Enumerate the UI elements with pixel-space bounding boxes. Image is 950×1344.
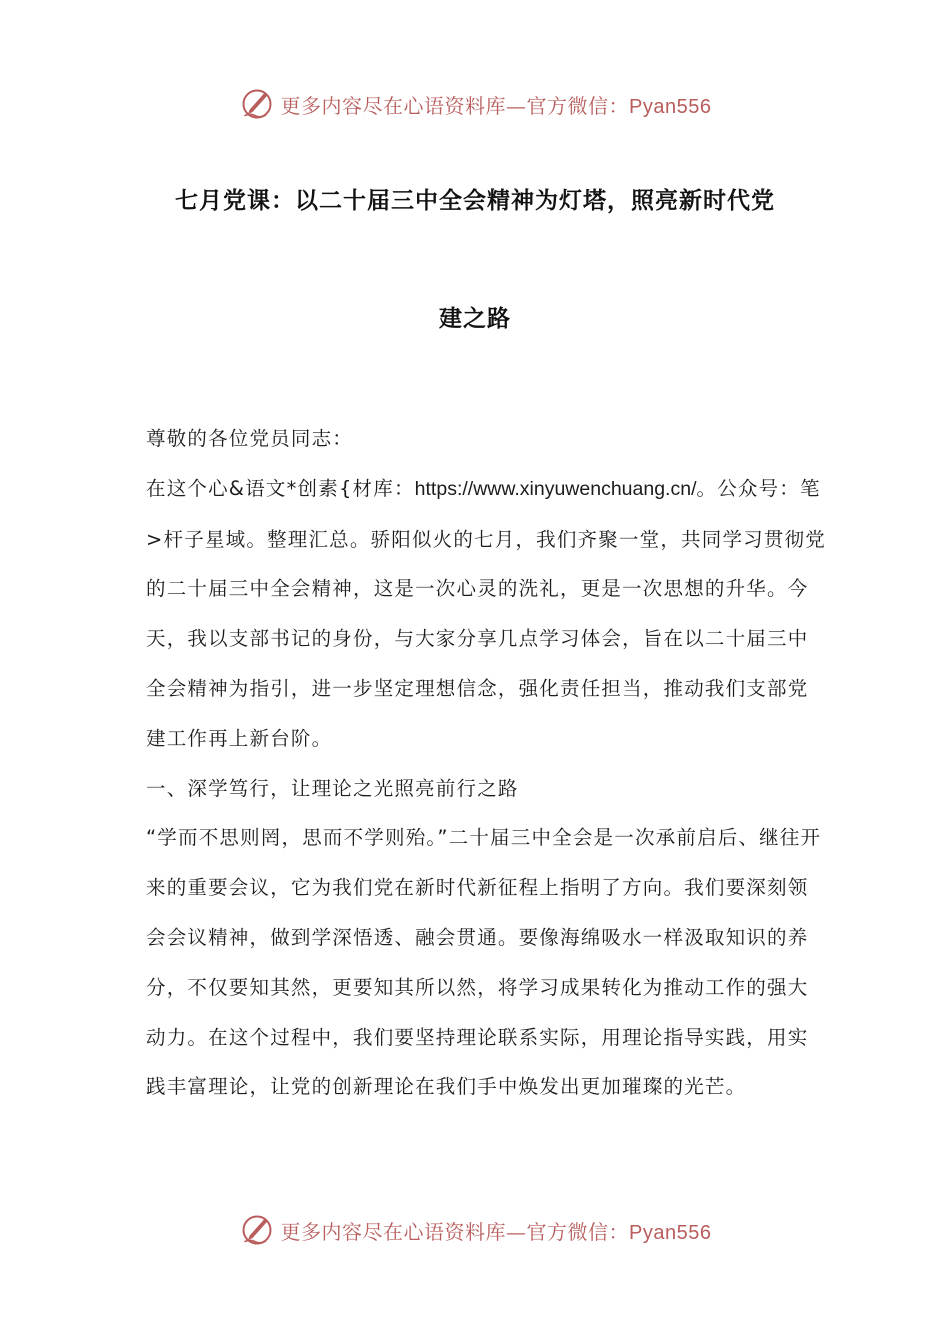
intro-paragraph: [146, 464, 826, 764]
intro-rest: 。公众号：笔>杆子星域。整理汇总。骄阳似火的七月，我们齐聚一堂，共同学习贯彻党的二十届三中全会精神，这是一次心灵的洗礼，更是一次思想的升华。今天，我以支部书记的身份，与大家分享几点学习体会，旨在以二十届三中全会精神为指引，进一步坚定理想信念，强化责任担当，推动我们支部党建工作再上新台阶。: [146, 476, 826, 750]
watermark-wechat-id: Pyan556: [629, 95, 712, 118]
watermark-site-text: 更多内容尽在心语资料库—官方微信：: [280, 93, 630, 118]
quill-logo-icon: [239, 1212, 275, 1248]
salutation: 尊敬的各位党员同志：: [146, 427, 354, 450]
watermark-site-text: 更多内容尽在心语资料库—官方微信：: [280, 1219, 630, 1244]
watermark-banner-top: [0, 82, 950, 126]
document-title-line2: 建之路: [439, 306, 511, 332]
document-body: [146, 414, 826, 1112]
intro-url: https://www.xinyuwenchuang.cn/: [414, 477, 697, 500]
quill-logo-icon: [239, 86, 275, 122]
watermark-wechat-id: Pyan556: [629, 1221, 712, 1244]
watermark-banner-bottom: [0, 1208, 950, 1252]
section1-paragraph: “学而不思则罔，思而不学则殆。”二十届三中全会是一次承前启后、继往开来的重要会议，它为我们党在新时代新征程上指明了方向。我们要深刻领会会议精神，做到学深悟透、融会贯通。要像海绵吸水一样汲取知识的养分，不仅要知其然，更要知其所以然，将学习成果转化为推动工作的强大动力。在这个过程中，我们要坚持理论联系实际，用理论指导实践，用实践丰富理论，让党的创新理论在我们手中焕发出更加璀璨的光芒。: [146, 826, 822, 1099]
document-title-line1: 七月党课：以二十届三中全会精神为灯塔，照亮新时代党: [175, 188, 775, 214]
intro-prefix: 在这个心&语文*创素{材库：: [146, 476, 415, 500]
section1-heading: 一、深学笃行，让理论之光照亮前行之路: [146, 776, 519, 800]
watermark-text: [281, 90, 712, 119]
watermark-text: [281, 1216, 712, 1245]
